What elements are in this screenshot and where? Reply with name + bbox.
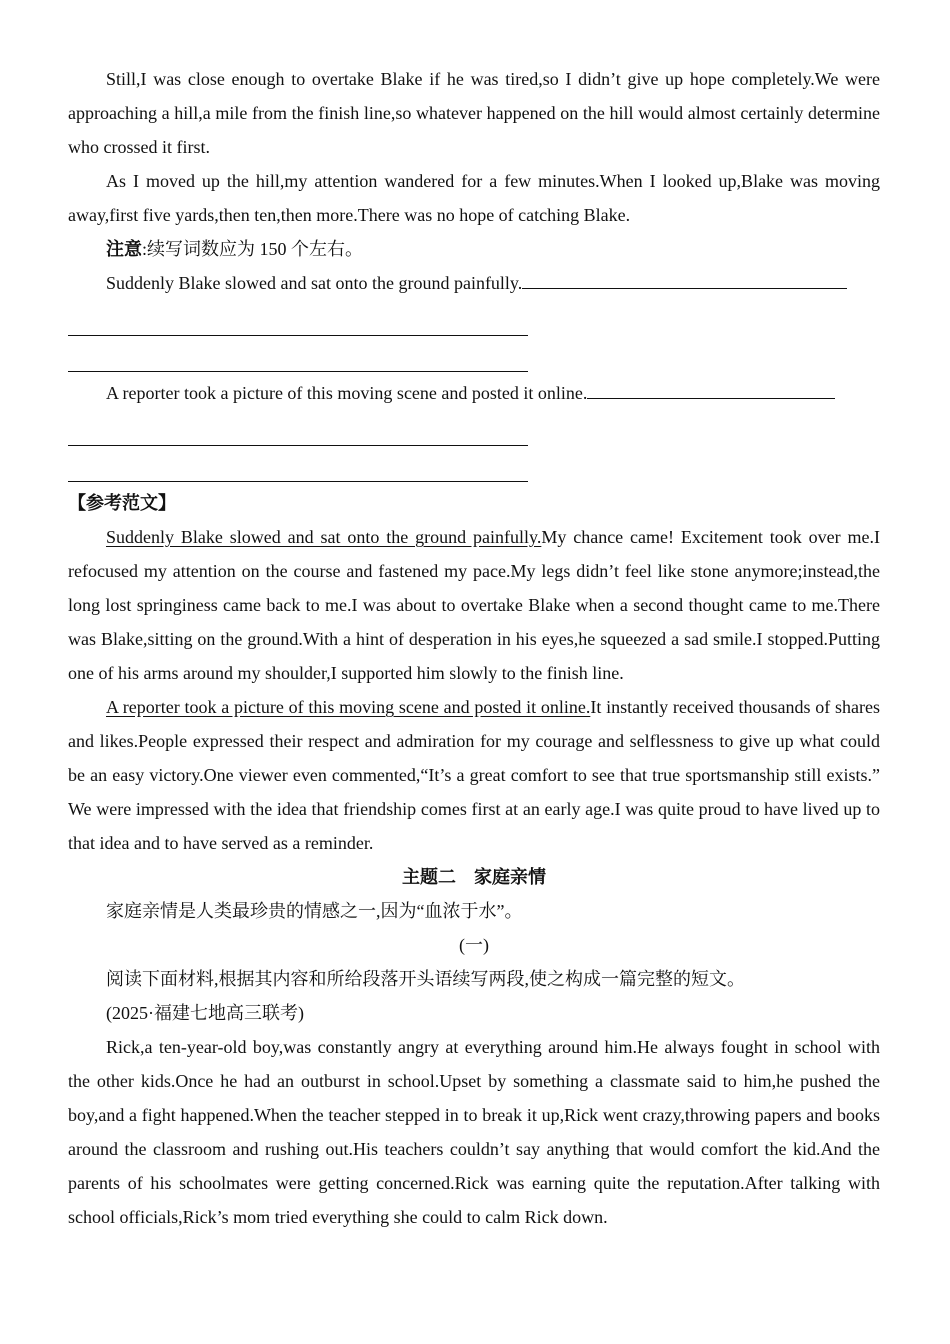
prompt-2-text: A reporter took a picture of this moving scene and posted it online. [106,383,588,403]
answer-blank-inline-1[interactable] [522,268,847,289]
source-label: (2025·福建七地高三联考) [106,1003,304,1023]
answer-blank-line-2a[interactable] [68,412,528,446]
prompt-1-text: Suddenly Blake slowed and sat onto the ground painfully. [106,273,523,293]
theme-2-title: 主题二 家庭亲情 [402,867,546,887]
answer-blank-line-1b[interactable] [68,338,528,372]
sample-essay-heading: 【参考范文】 [68,493,176,513]
note-text: :续写词数应为 150 个左右。 [142,239,363,259]
answer-blank-line-2b[interactable] [68,448,528,482]
note-label: 注意 [106,239,142,259]
story-paragraph-1: Still,I was close enough to overtake Blake if he was tired,so I didn’t give up hope completely.We were approaching a hill,a mile from the finish line,so whatever happened on the hill would almost certainly determine who crossed it first. [68,69,880,157]
sample-paragraph-1 [68,520,880,690]
theme-2-intro: 家庭亲情是人类最珍贵的情感之一,因为“血浓于水”。 [106,901,523,921]
answer-blank-line-1a[interactable] [68,302,528,336]
story-paragraph-2: As I moved up the hill,my attention wandered for a few minutes.When I looked up,Blake was moving away,first five yards,then ten,then more.There was no hope of catching Blake. [68,171,880,225]
section-number: (一) [459,935,489,955]
sample-paragraph-1-lead: Suddenly Blake slowed and sat onto the ground painfully. [106,527,542,547]
sample-paragraph-2-body: It instantly received thousands of shares and likes.People expressed their respect and admiration for my courage and selflessness to give up what could be an easy victory.One viewer even commented,“It’s a great comfort to see that true sportsmanship still exists.” We were impressed with the idea that friendship comes first at an early age.I was quite proud to have lived up to that idea and to have served as a reminder. [68,697,880,853]
sample-paragraph-2-lead: A reporter took a picture of this moving scene and posted it online. [106,697,591,717]
word-count-note [68,232,880,266]
sample-paragraph-2 [68,690,880,860]
prompt-2-line [68,376,880,410]
answer-blank-inline-2[interactable] [587,378,835,399]
rick-passage: Rick,a ten-year-old boy,was constantly angry at everything around him.He always fought in school with the other kids.Once he had an outburst in school.Upset by something a classmate said to him,he pushed the boy,and a fight happened.When the teacher stepped in to break it up,Rick went crazy,throwing papers and books around the classroom and rushing out.His teachers couldn’t say anything that would comfort the kid.And the parents of his schoolmates were getting concerned.Rick was earning quite the reputation.After talking with school officials,Rick’s mom tried everything she could to calm Rick down. [68,1037,880,1227]
sample-paragraph-1-body: My chance came! Excitement took over me.I refocused my attention on the course and fastened my pace.My legs didn’t feel like stone anymore;instead,the long lost springiness came back to me.I was about to overtake Blake when a second thought came to me.There was Blake,sitting on the ground.With a hint of desperation in his eyes,he squeezed a sad smile.I stopped.Putting one of his arms around my shoulder,I supported him slowly to the finish line. [68,527,880,683]
document-page [68,62,880,1234]
task-instruction: 阅读下面材料,根据其内容和所给段落开头语续写两段,使之构成一篇完整的短文。 [106,969,745,989]
prompt-1-line [68,266,880,300]
